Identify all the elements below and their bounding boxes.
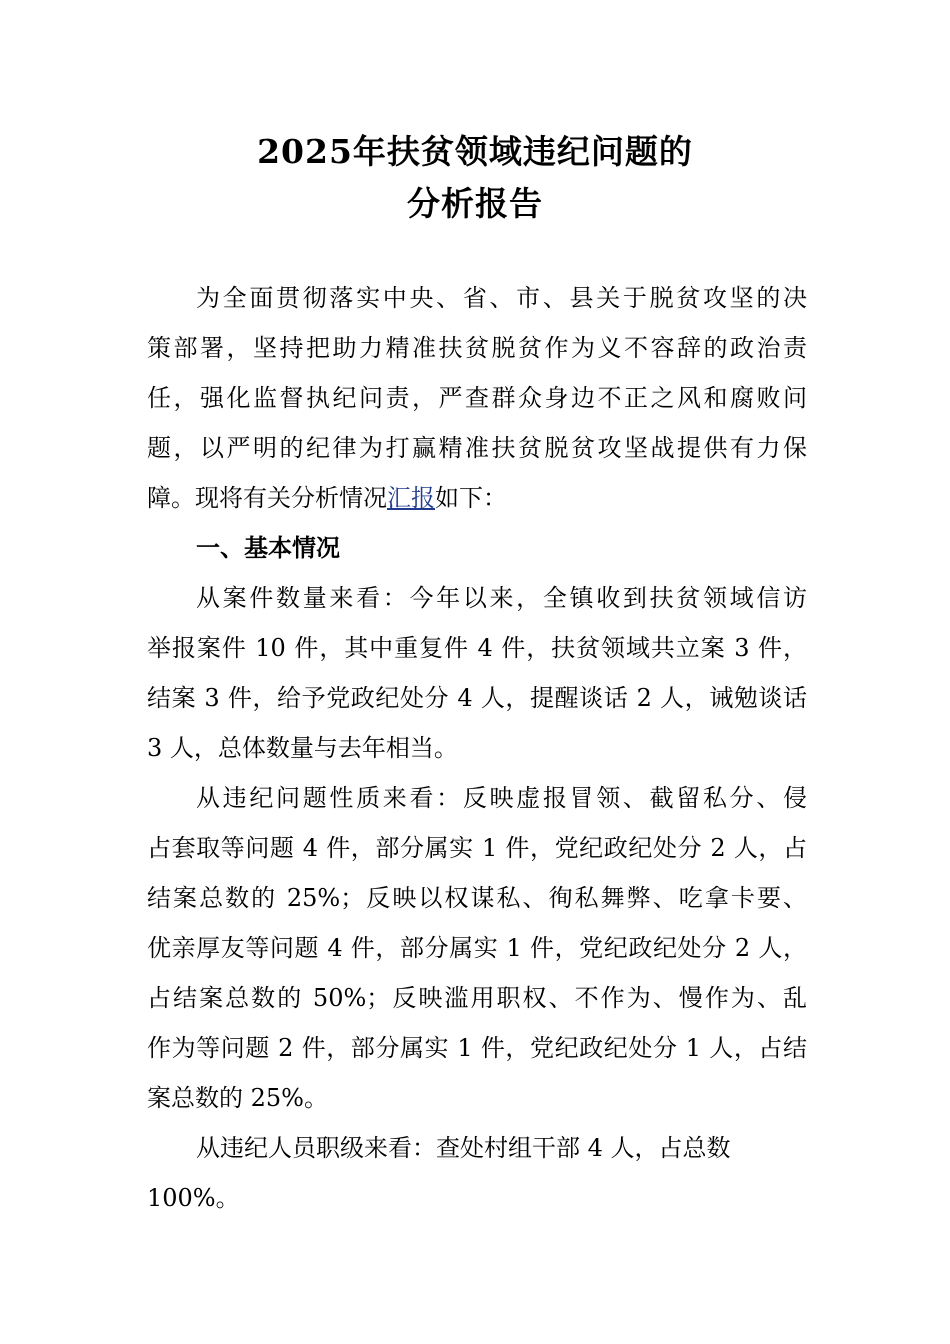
rank-line-1: 从违纪人员职级来看：查处村组干部 4 人，占总数 (196, 1134, 731, 1162)
intro-text-before-link: 障。现将有关分析情况 (147, 484, 387, 512)
cases-line-4: 3 人，总体数量与去年相当。 (147, 734, 458, 762)
intro-line-5 (147, 483, 807, 513)
nature-line-7: 案总数的 25%。 (147, 1084, 328, 1112)
cases-line-3: 结案 3 件，给予党政纪处分 4 人，提醒谈话 2 人，诫勉谈话 (147, 684, 807, 712)
cases-line-2: 举报案件 10 件，其中重复件 4 件，扶贫领域共立案 3 件， (147, 634, 807, 662)
intro-line-3: 任，强化监督执纪问责，严查群众身边不正之风和腐败问 (147, 384, 807, 412)
intro-line-4: 题，以严明的纪律为打赢精准扶贫脱贫攻坚战提供有力保 (147, 434, 807, 462)
nature-line-6: 作为等问题 2 件，部分属实 1 件，党纪政纪处分 1 人，占结 (147, 1034, 807, 1062)
report-link[interactable]: 汇报 (387, 484, 435, 512)
intro-line-1: 为全面贯彻落实中央、省、市、县关于脱贫攻坚的决 (196, 284, 807, 312)
nature-line-1: 从违纪问题性质来看：反映虚报冒领、截留私分、侵 (196, 784, 807, 812)
intro-line-2: 策部署，坚持把助力精准扶贫脱贫作为义不容辞的政治责 (147, 334, 807, 362)
nature-line-5: 占结案总数的 50%；反映滥用职权、不作为、慢作为、乱 (147, 984, 807, 1012)
document-title-line-1: 2025年扶贫领域违纪问题的 (257, 132, 693, 171)
rank-line-2: 100%。 (147, 1184, 240, 1212)
section-heading-basic-situation: 一、基本情况 (196, 533, 340, 562)
cases-line-1: 从案件数量来看：今年以来，全镇收到扶贫领域信访 (196, 584, 807, 612)
intro-text-after-link: 如下： (435, 484, 507, 512)
nature-line-4: 优亲厚友等问题 4 件，部分属实 1 件，党纪政纪处分 2 人， (147, 934, 807, 962)
nature-line-3: 结案总数的 25%；反映以权谋私、徇私舞弊、吃拿卡要、 (147, 884, 807, 912)
nature-line-2: 占套取等问题 4 件，部分属实 1 件，党纪政纪处分 2 人，占 (147, 834, 807, 862)
document-title-line-2: 分析报告 (407, 184, 543, 223)
